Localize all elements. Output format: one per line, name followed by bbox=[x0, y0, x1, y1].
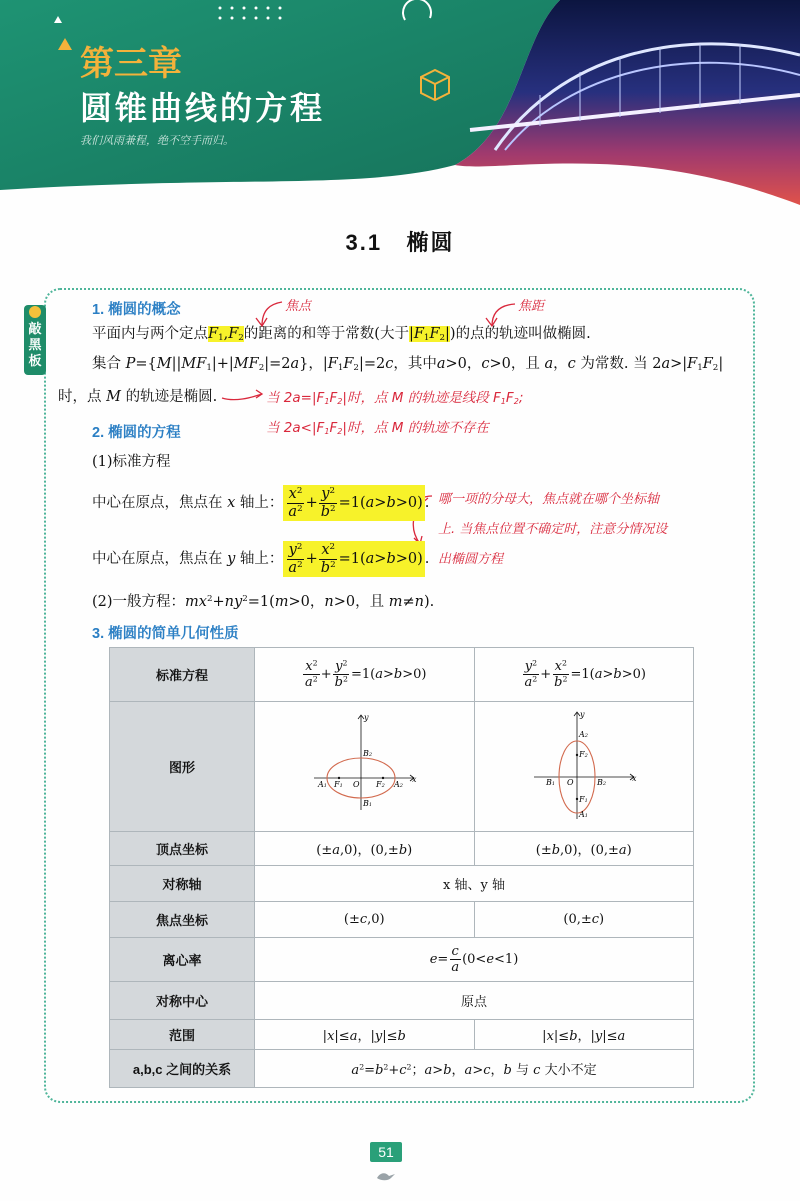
center-value: 原点 bbox=[255, 982, 694, 1020]
row-label-range: 范围 bbox=[110, 1020, 255, 1050]
ellipse-x-figure bbox=[309, 710, 419, 820]
row-label-center: 对称中心 bbox=[110, 982, 255, 1020]
properties-table bbox=[109, 647, 694, 1088]
table-row: a,b,c 之间的关系 $a^2=b^2+c^2$；a>b，a>c，b 与 c 大小不定 bbox=[110, 1050, 694, 1088]
table-row bbox=[110, 702, 694, 832]
section-name: 椭圆 bbox=[406, 230, 455, 255]
row-label-axis: 对称轴 bbox=[110, 866, 255, 902]
svg-text:O: O bbox=[566, 778, 574, 787]
equation-x: $\frac{x^2}{a^2}$ + $\frac{y^2}{b^2}$ =1( a > b >0) bbox=[283, 485, 424, 521]
svg-text:B2: B2 bbox=[363, 748, 373, 758]
standard-equation-label: (1)标准方程 bbox=[92, 454, 171, 470]
general-equation: (2)一般方程：$mx^2+ny^2=1(m>0$，n>0，且 m≠n). bbox=[92, 594, 435, 610]
svg-text:B2: B2 bbox=[596, 778, 606, 787]
note-segment: 当 $2a=|F_1F_2|$时，点 M 的轨迹是线段 $F_1F_2$; bbox=[266, 390, 524, 407]
svg-text:A2: A2 bbox=[394, 779, 404, 789]
table-row bbox=[110, 866, 694, 902]
table-row: 顶点坐标 (±a,0)，(0,±b) (±b,0)，(0,±a) bbox=[110, 832, 694, 866]
svg-text:F1: F1 bbox=[578, 795, 588, 804]
svg-text:B1: B1 bbox=[363, 798, 373, 808]
table-row: 范围 |x|≤a，|y|≤b |x|≤b，|y|≤a bbox=[110, 1020, 694, 1050]
table-row: 焦点坐标 (±c,0) (0,±c) bbox=[110, 902, 694, 938]
chapter-motto: 我们风雨兼程，绝不空手而归。 bbox=[80, 134, 234, 147]
ellipse-y-figure bbox=[529, 707, 639, 822]
row-label-eccentricity: 离心率 bbox=[110, 938, 255, 982]
svg-text:B1: B1 bbox=[545, 778, 555, 787]
note-nonexistent: 当 $2a<|F_1F_2|$时，点 M 的轨迹不存在 bbox=[266, 420, 489, 437]
svg-text:O: O bbox=[353, 779, 360, 789]
row-label-vertex: 顶点坐标 bbox=[110, 832, 255, 866]
note-denominator-3: 出椭圆方程 bbox=[438, 552, 504, 567]
equation-y-row: 中心在原点，焦点在 y 轴上： $\frac{y^2}{a^2}$ + $\frac{x^2}{b^2}$ =1( a > b >0) . bbox=[92, 542, 430, 576]
definition-line-1: 平面内与两个定点$F_1,F_2$的距离的和等于常数(大于$|F_1F_2|$)的点的轨迹叫做椭圆. bbox=[92, 326, 591, 344]
svg-text:F1: F1 bbox=[334, 779, 343, 789]
svg-text:F2: F2 bbox=[578, 750, 588, 759]
side-tab: 敲黑板 bbox=[24, 305, 46, 375]
row-label-figure: 图形 bbox=[110, 702, 255, 832]
note-denominator-2: 上. 当焦点位置不确定时，注意分情况设 bbox=[438, 522, 668, 537]
table-row bbox=[110, 982, 694, 1020]
definition-line-2: 集合 $P=\{M||MF_1|+|MF_2|=2a\}$，$|F_1F_2|=2c$，其中a>0，c>0，且 a，c 为常数. 当 $2a>|F_1F_2|$ bbox=[92, 356, 724, 374]
svg-text:y: y bbox=[579, 710, 585, 719]
chapter-title: 圆锥曲线的方程 bbox=[80, 90, 326, 126]
svg-text:A2: A2 bbox=[578, 730, 588, 739]
chapter-number: 第三章 bbox=[80, 45, 182, 83]
svg-text:A1: A1 bbox=[578, 810, 588, 819]
row-label-standard: 标准方程 bbox=[110, 648, 255, 702]
sym-axis-value: x 轴、y 轴 bbox=[255, 866, 694, 902]
page-number: 51 bbox=[370, 1142, 402, 1162]
section-number: 3.1 bbox=[345, 230, 383, 255]
svg-text:y: y bbox=[364, 712, 369, 722]
note-focal-distance: 焦距 bbox=[518, 299, 545, 314]
heading-equation: 2. 椭圆的方程 bbox=[92, 425, 181, 441]
definition-line-3: 时，点 M 的轨迹是椭圆. bbox=[58, 389, 218, 405]
svg-text:x: x bbox=[412, 774, 417, 784]
equation-y: $\frac{y^2}{a^2}$ + $\frac{x^2}{b^2}$ =1( a > b >0) bbox=[283, 541, 424, 577]
table-row: 标准方程 $\frac{x^2}{a^2}$ + $\frac{y^2}{b^2}$ =1(a>b>0) $\frac{y^2}{a^2}$ + $\frac{x^2}{b^2}$ =1(a>b>0) bbox=[110, 648, 694, 702]
heading-concept: 1. 椭圆的概念 bbox=[92, 302, 181, 318]
table-row: 离心率 e= $\frac{c}{a}$ (0<e<1) bbox=[110, 938, 694, 982]
note-denominator-1: 哪一项的分母大，焦点就在哪个坐标轴 bbox=[438, 492, 660, 507]
svg-text:A1: A1 bbox=[318, 779, 328, 789]
heading-properties: 3. 椭圆的简单几何性质 bbox=[92, 626, 239, 642]
svg-text:x: x bbox=[631, 774, 637, 783]
note-focus: 焦点 bbox=[285, 299, 312, 314]
bird-icon bbox=[374, 1168, 398, 1184]
svg-text:F2: F2 bbox=[376, 779, 385, 789]
equation-x-row: 中心在原点，焦点在 x 轴上： $\frac{x^2}{a^2}$ + $\frac{y^2}{b^2}$ =1( a > b >0) . bbox=[92, 486, 430, 520]
row-label-relation: a,b,c 之间的关系 bbox=[110, 1050, 255, 1088]
row-label-focus: 焦点坐标 bbox=[110, 902, 255, 938]
